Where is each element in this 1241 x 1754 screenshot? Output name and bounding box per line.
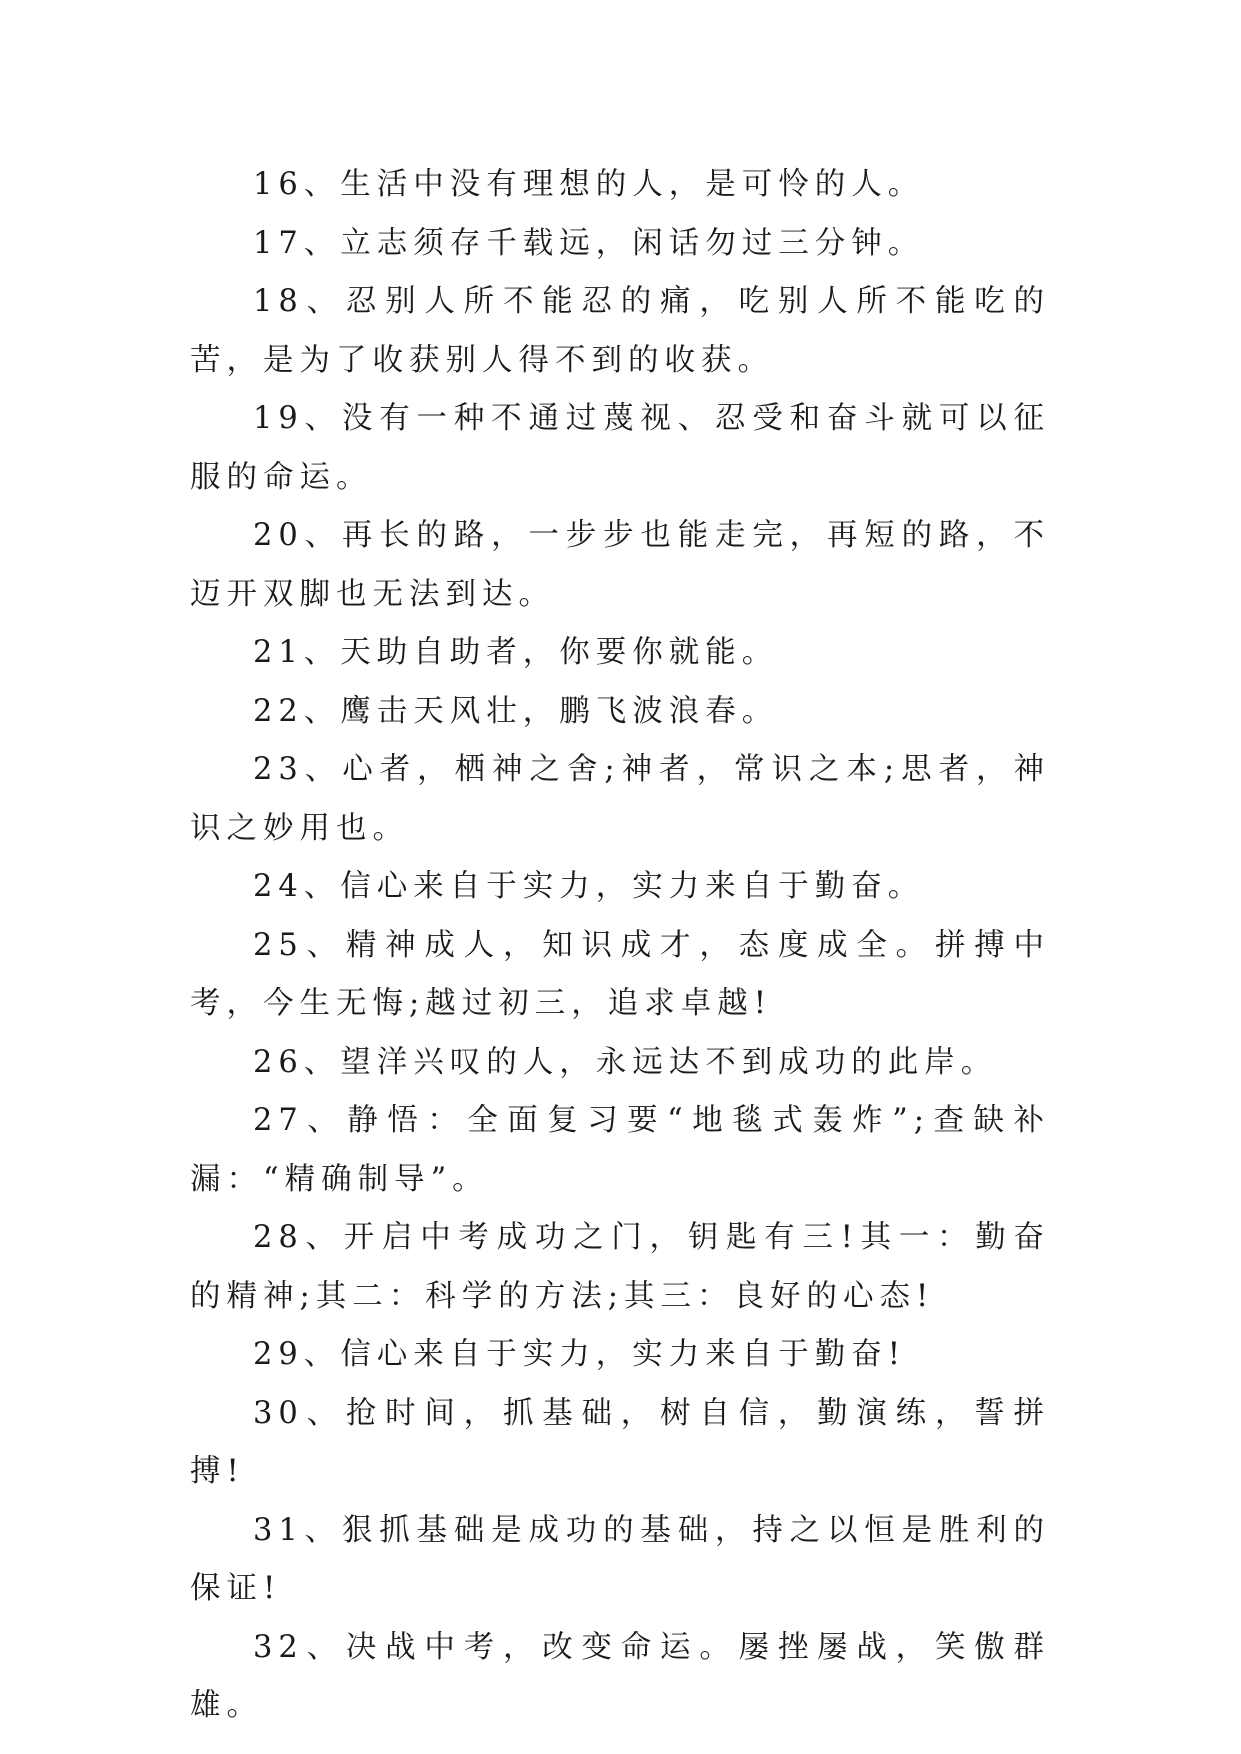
quote-item-23: 23、心者，栖神之舍;神者，常识之本;思者，神识之妙用也。	[190, 752, 1050, 846]
quote-item-32: 32、决战中考，改变命运。屡挫屡战，笑傲群雄。	[190, 1629, 1050, 1723]
quote-list	[190, 156, 1050, 1736]
quote-item-30: 30、抢时间，抓基础，树自信，勤演练，誓拼搏!	[190, 1395, 1050, 1489]
quote-item-25: 25、精神成人，知识成才，态度成全。拼搏中考，今生无悔;越过初三，追求卓越!	[190, 927, 1050, 1021]
quote-item-31: 31、狠抓基础是成功的基础，持之以恒是胜利的保证!	[190, 1512, 1050, 1606]
quote-item-26: 26、望洋兴叹的人，永远达不到成功的此岸。	[253, 1044, 998, 1080]
quote-item-24: 24、信心来自于实力，实力来自于勤奋。	[253, 869, 925, 904]
quote-item-18: 18、忍别人所不能忍的痛，吃别人所不能吃的苦，是为了收获别人得不到的收获。	[190, 284, 1050, 378]
quote-item-19: 19、没有一种不通过蔑视、忍受和奋斗就可以征服的命运。	[190, 401, 1050, 495]
quote-item-27: 27、静悟：全面复习要“地毯式轰炸”;查缺补漏：“精确制导”。	[190, 1103, 1050, 1197]
quote-item-20: 20、再长的路，一步步也能走完，再短的路，不迈开双脚也无法到达。	[190, 518, 1050, 612]
quote-item-22: 22、鹰击天风壮，鹏飞波浪春。	[253, 693, 779, 729]
quote-item-16: 16、生活中没有理想的人，是可怜的人。	[253, 167, 925, 202]
quote-item-21: 21、天助自助者，你要你就能。	[253, 635, 779, 670]
quote-item-29: 29、信心来自于实力，实力来自于勤奋!	[253, 1337, 907, 1372]
quote-item-28: 28、开启中考成功之门，钥匙有三!其一：勤奋的精神;其二：科学的方法;其三：良好的心态!	[190, 1220, 1050, 1314]
quote-item-17: 17、立志须存千载远，闲话勿过三分钟。	[253, 225, 925, 261]
